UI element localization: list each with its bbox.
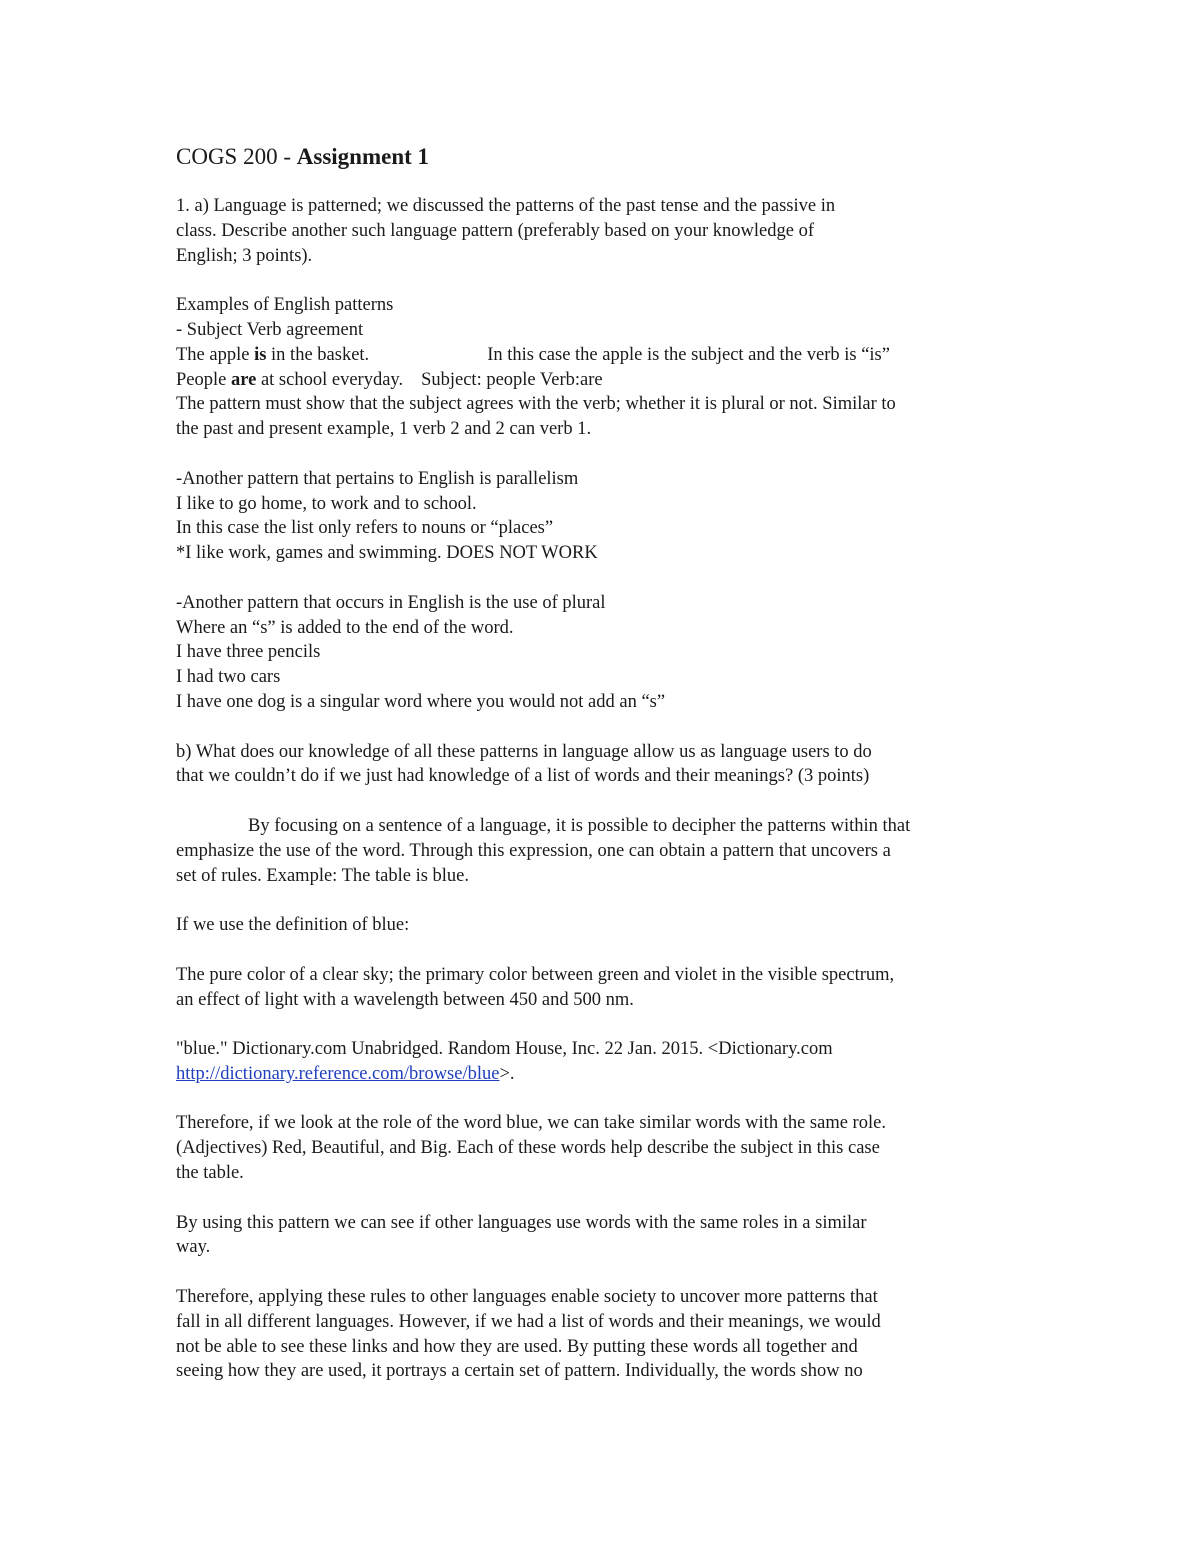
conclusion-line: not be able to see these links and how they are used. By putting these words all together and: [176, 1336, 858, 1357]
conclusion-paragraph: [176, 1285, 1036, 1384]
citation-link-line: [176, 1062, 1036, 1087]
example-text: in the basket.: [266, 344, 370, 365]
plural-line: Where an “s” is added to the end of the word.: [176, 617, 514, 638]
examples-heading: Examples of English patterns: [176, 295, 394, 316]
answer-text: By focusing on a sentence of a language, it is possible to decipher the patterns within that: [248, 815, 911, 836]
parallelism-line: I like to go home, to work and to school.: [176, 493, 477, 514]
other-languages-paragraph: [176, 1211, 1036, 1261]
q1a-line: English; 3 points).: [176, 245, 313, 266]
definition-line: an effect of light with a wavelength between 450 and 500 nm.: [176, 989, 634, 1010]
definition-intro: If we use the definition of blue:: [176, 915, 410, 936]
example-text: The apple: [176, 344, 255, 365]
citation-tail: >.: [499, 1063, 515, 1084]
plural-line: -Another pattern that occurs in English is the use of plural: [176, 592, 606, 613]
example-verb: are: [230, 369, 257, 390]
example-people: [176, 368, 1036, 393]
citation-line: "blue." Dictionary.com Unabridged. Random House, Inc. 22 Jan. 2015. <Dictionary.com: [176, 1039, 833, 1060]
role-paragraph: [176, 1111, 1036, 1185]
answer-line: emphasize the use of the word. Through this expression, one can obtain a pattern that uncovers a: [176, 840, 891, 861]
plural-section: [176, 591, 1036, 715]
plural-line: I have three pencils: [176, 642, 321, 663]
document-page: [176, 140, 1036, 1384]
other-languages-line: By using this pattern we can see if other languages use words with the same roles in a similar: [176, 1212, 867, 1233]
plural-line: I have one dog is a singular word where you would not add an “s”: [176, 691, 666, 712]
example-apple: [176, 343, 1036, 368]
conclusion-line: seeing how they are used, it portrays a certain set of pattern. Individually, the words show no: [176, 1361, 863, 1382]
answer-paragraph: [176, 814, 1036, 888]
role-line: Therefore, if we look at the role of the word blue, we can take similar words with the same role.: [176, 1113, 886, 1134]
plural-line: I had two cars: [176, 667, 281, 688]
parallelism-line: In this case the list only refers to nouns or “places”: [176, 518, 554, 539]
example-text: People: [176, 369, 231, 390]
examples-explanation: The pattern must show that the subject agrees with the verb; whether it is plural or not. Similar to: [176, 394, 896, 415]
title-assignment: Assignment 1: [296, 144, 430, 169]
parallelism-section: [176, 467, 1036, 566]
examples-section: [176, 293, 1036, 442]
definition-line: The pure color of a clear sky; the primary color between green and violet in the visible spectrum,: [176, 964, 895, 985]
example-note: Subject: people Verb:are: [421, 369, 603, 390]
q1a-line: class. Describe another such language pattern (preferably based on your knowledge of: [176, 220, 815, 241]
other-languages-line: way.: [176, 1237, 211, 1258]
example-note: In this case the apple is the subject and the verb is “is”: [487, 344, 890, 365]
example-verb: is: [254, 344, 267, 365]
examples-explanation: the past and present example, 1 verb 2 and 2 can verb 1.: [176, 419, 592, 440]
answer-line: set of rules. Example: The table is blue.: [176, 865, 470, 886]
q1b-line: that we couldn’t do if we just had knowledge of a list of words and their meanings? (3 points): [176, 766, 870, 787]
dictionary-link[interactable]: http://dictionary.reference.com/browse/blue: [176, 1063, 500, 1084]
question-1a: [176, 194, 1036, 268]
answer-line: [176, 814, 1036, 839]
conclusion-line: fall in all different languages. However, if we had a list of words and their meanings, we would: [176, 1311, 881, 1332]
q1a-line: 1. a) Language is patterned; we discussed the patterns of the past tense and the passive in: [176, 196, 836, 216]
question-1b: [176, 740, 1036, 790]
q1b-line: b) What does our knowledge of all these patterns in language allow us as language users to do: [176, 741, 872, 762]
definition-block: [176, 963, 1036, 1013]
parallelism-line: -Another pattern that pertains to English is parallelism: [176, 468, 579, 489]
example-text: at school everyday.: [256, 369, 404, 390]
examples-subheading: - Subject Verb agreement: [176, 319, 364, 340]
page-title: [176, 140, 1036, 174]
citation: [176, 1037, 1036, 1087]
role-line: the table.: [176, 1163, 244, 1184]
title-course: COGS 200 -: [176, 144, 297, 169]
conclusion-line: Therefore, applying these rules to other languages enable society to uncover more patterns that: [176, 1287, 878, 1308]
role-line: (Adjectives) Red, Beautiful, and Big. Each of these words help describe the subject in this case: [176, 1138, 880, 1159]
parallelism-line: *I like work, games and swimming. DOES NOT WORK: [176, 543, 598, 564]
